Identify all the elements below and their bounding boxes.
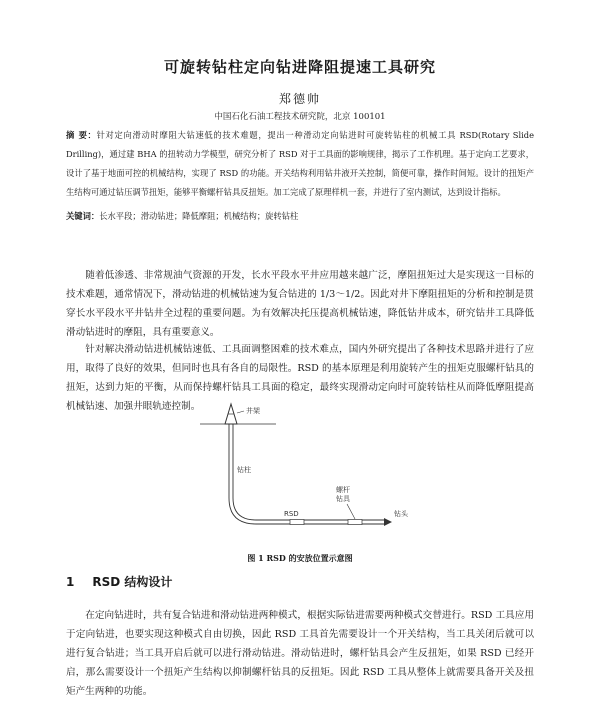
keywords-label: 关键词： bbox=[66, 211, 100, 221]
abstract bbox=[66, 126, 534, 202]
label-wellhead: 井架 bbox=[246, 407, 260, 415]
rsd-diagram bbox=[180, 400, 420, 540]
section-title: RSD 结构设计 bbox=[92, 575, 173, 589]
body-paragraph-2: 针对解决滑动钻进机械钻速低、工具面调整困难的技术难点，国内外研究提出了各种技术思路并进行了应用，取得了良好的效果，但同时也具有各自的局限性。RSD 的基本原理是利用旋转产生的扭矩克服螺杆钻具的扭矩，达到力矩的平衡，从而保持螺杆钻具工具面的稳定，最终实现滑动定向时可旋转钻柱从而降低摩阻提高机械钻速、加强井眼轨迹控制。 bbox=[66, 344, 534, 412]
label-rsd: RSD bbox=[284, 510, 299, 518]
paper-title: 可旋转钻柱定向钻进降阻提速工具研究 bbox=[163, 58, 436, 76]
motor-leader bbox=[347, 504, 355, 519]
drill-bit-icon bbox=[384, 518, 392, 526]
figure-rsd-position bbox=[180, 400, 420, 540]
section-heading bbox=[66, 573, 190, 590]
wellbore-inner bbox=[233, 424, 384, 520]
author-name: 郑德帅 bbox=[278, 92, 321, 106]
section-number: 1 bbox=[66, 575, 75, 589]
keywords bbox=[66, 209, 534, 223]
label-motor-line2: 钻具 bbox=[336, 495, 350, 503]
motor-marker bbox=[348, 520, 362, 525]
figure-caption: 图 1 RSD 的安放位置示意图 bbox=[247, 553, 353, 563]
body-paragraph-3: 在定向钻进时，共有复合钻进和滑动钻进两种模式，根据实际钻进需要两种模式交替进行。RSD 工具应用于定向钻进，也要实现这种模式自由切换，因此 RSD 工具首先需要设计一个开关结构，当工具关闭后就可以进行复合钻进；当工具开启后就可以进行滑动钻进。滑动钻进时，螺杆钻具会产生反扭矩，如果 RSD 已经开启，那么需要设计一个扭矩产生结构以抑制螺杆钻具的反扭矩。因此 RSD 工具从整体上就需要具备开关及扭矩产生两种的功能。 bbox=[66, 610, 534, 697]
abstract-text: 针对定向滑动时摩阻大钻速低的技术难题，提出一种滑动定向钻进时可旋转钻柱的机械工具 RSD(Rotary Slide Drilling)，通过建 BHA 的扭转动力学模型，研究分析了 RSD 对于工具面的影响规律，揭示了工作机理。基于定向工艺要求，设计了基于地面可控的机械结构，实现了 RSD 的功能。开关结构利用钻井液开关控制，简便可靠，操作时间短。设计的扭矩产生结构可通过钻压调节扭矩，能够平衡螺杆钻具反扭矩。加工完成了原理样机一套，并进行了室内测试，达到设计指标。 bbox=[66, 130, 534, 197]
label-motor-line1: 螺杆 bbox=[336, 486, 350, 494]
body-paragraph-1: 随着低渗透、非常规油气资源的开发，长水平段水平井应用越来越广泛，摩阻扭矩过大是实现这一目标的技术难题，通常情况下，滑动钻进的机械钻速为复合钻进的 1/3～1/2。因此对井下摩阻扭矩的分析和控制是贯穿长水平段水平井钻井全过程的重要问题。为有效解决托压提高机械钻速，降低钻井成本，研究钻井工具降低滑动钻进时的摩阻，具有重要意义。 bbox=[66, 270, 534, 338]
abstract-label: 摘 要： bbox=[66, 130, 97, 140]
wellbore-outer bbox=[229, 424, 384, 524]
keywords-text: 长水平段；滑动钻进；降低摩阻；机械结构；旋转钻柱 bbox=[99, 211, 299, 221]
rsd-tool-marker bbox=[290, 520, 304, 525]
label-bit: 钻头 bbox=[394, 510, 408, 518]
author-affiliation: 中国石化石油工程技术研究院，北京 100101 bbox=[214, 112, 386, 122]
wellhead-leader bbox=[237, 411, 244, 413]
label-drill-string: 钻柱 bbox=[237, 466, 251, 474]
